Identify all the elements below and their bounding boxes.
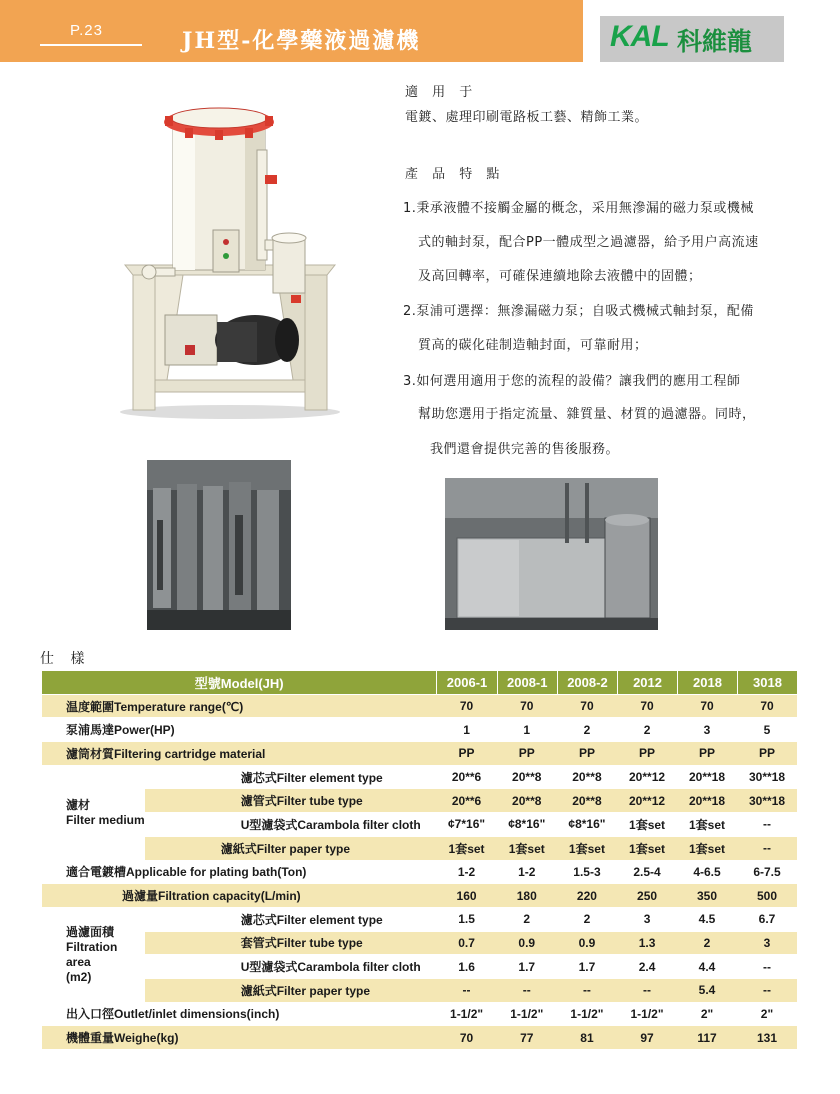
model-cell: 2006-1 bbox=[436, 671, 496, 694]
filter-machine-image bbox=[105, 90, 355, 420]
group-label-line: 過濾面積 bbox=[66, 924, 115, 939]
feature-line: 我們還會提供完善的售後服務。 bbox=[430, 442, 620, 457]
cell: 2" bbox=[700, 1006, 714, 1021]
cell: 117 bbox=[697, 1030, 717, 1045]
group-label-line: (m2) bbox=[66, 969, 92, 984]
table-row bbox=[42, 884, 797, 907]
cell: PP bbox=[639, 746, 656, 761]
cell: 220 bbox=[576, 888, 597, 903]
cell: 1套set bbox=[448, 841, 485, 856]
cell: 1-2 bbox=[518, 864, 536, 879]
row-label: U型濾袋式Carambola filter cloth bbox=[240, 817, 421, 832]
cell: -- bbox=[462, 983, 471, 998]
cell: 1-1/2" bbox=[630, 1006, 664, 1021]
cell: ¢8*16" bbox=[568, 817, 606, 832]
table-row bbox=[42, 813, 797, 836]
cell: PP bbox=[758, 746, 775, 761]
cell: 20**18 bbox=[688, 770, 726, 785]
model-cell: 2012 bbox=[617, 671, 677, 694]
row-label: 濾芯式Filter element type bbox=[240, 770, 383, 785]
cell: 70 bbox=[700, 699, 714, 714]
group-label-line: 濾材 bbox=[66, 797, 91, 812]
applicable-heading: 適 用 于 bbox=[405, 85, 478, 100]
row-label: 濾芯式Filter element type bbox=[240, 912, 383, 927]
row-label: 套管式Filter tube type bbox=[240, 936, 363, 951]
cell: 1套set bbox=[508, 841, 545, 856]
table-row bbox=[42, 766, 797, 789]
table-row bbox=[42, 932, 797, 955]
cell: 1套set bbox=[568, 841, 605, 856]
cell: 20**18 bbox=[688, 793, 726, 808]
cell: PP bbox=[458, 746, 475, 761]
cell: 20**12 bbox=[629, 770, 666, 785]
factory-photo-left bbox=[147, 460, 291, 630]
row-label: 濾管式Filter tube type bbox=[240, 794, 363, 809]
feature-line: 質高的碳化硅制造軸封面，可靠耐用； bbox=[418, 338, 648, 353]
filter-medium-group-label bbox=[42, 766, 145, 860]
row-label: 適合電鍍槽Applicable for plating bath(Ton) bbox=[66, 865, 307, 880]
cell: 250 bbox=[637, 888, 658, 903]
page-title: JH型-化學藥液過濾機 bbox=[182, 28, 421, 54]
cell: 2.4 bbox=[638, 959, 656, 974]
row-label: 濾紙式Filter paper type bbox=[240, 983, 371, 998]
cell: 4-6.5 bbox=[693, 864, 721, 879]
cell: 2" bbox=[760, 1006, 774, 1021]
model-label: 型號Model(JH) bbox=[42, 671, 436, 694]
cell: 180 bbox=[516, 888, 537, 903]
cell: -- bbox=[643, 983, 652, 998]
cell: 160 bbox=[456, 888, 477, 903]
cell: -- bbox=[762, 817, 771, 832]
factory-photo-right bbox=[445, 478, 658, 630]
cell: 70 bbox=[640, 699, 654, 714]
table-row bbox=[42, 837, 797, 860]
feature-line: 2.泵浦可選擇：無滲漏磁力泵；自吸式機械式軸封泵，配備 bbox=[403, 304, 754, 319]
cell: 20**6 bbox=[451, 793, 482, 808]
cell: 4.5 bbox=[698, 912, 716, 927]
table-row bbox=[42, 742, 797, 765]
feature-line: 1.秉承液體不接觸金屬的概念，采用無滲漏的磁力泵或機械 bbox=[403, 201, 754, 216]
cell: 70 bbox=[760, 699, 774, 714]
table-header-row bbox=[42, 671, 797, 694]
cell: 1.7 bbox=[518, 959, 536, 974]
cell: 2 bbox=[643, 722, 651, 737]
cell: 2 bbox=[583, 912, 591, 927]
cell: 20**8 bbox=[512, 793, 542, 808]
group-label-line: Filtration bbox=[66, 939, 118, 954]
cell: PP bbox=[578, 746, 595, 761]
feature-line: 3.如何選用適用于您的流程的設備？讓我們的應用工程師 bbox=[403, 374, 741, 389]
feature-line: 式的軸封泵，配合PP一體成型之過濾器，給予用户高流速 bbox=[418, 235, 759, 250]
group-label-line: Filter medium bbox=[66, 812, 145, 827]
cell: 1-1/2" bbox=[450, 1006, 484, 1021]
cell: 0.9 bbox=[578, 935, 596, 950]
cell: 350 bbox=[696, 888, 718, 903]
cell: 20**6 bbox=[451, 770, 482, 785]
row-label: 温度範圍Temperature range(℃) bbox=[66, 699, 244, 714]
cell: 20**8 bbox=[572, 770, 602, 785]
cell: 2 bbox=[703, 935, 711, 950]
cell: -- bbox=[762, 959, 771, 974]
cell: 1.3 bbox=[638, 935, 656, 950]
page-number-underline bbox=[40, 44, 142, 46]
model-cell: 2008-1 bbox=[497, 671, 557, 694]
cell: 1-2 bbox=[457, 864, 476, 879]
table-row bbox=[42, 718, 797, 741]
cell: 20**12 bbox=[629, 793, 666, 808]
feature-line: 幫助您選用于指定流量、雜質量、材質的過濾器。同時， bbox=[418, 407, 756, 422]
cell: 1-1/2" bbox=[510, 1006, 544, 1021]
table-row bbox=[42, 979, 797, 1002]
cell: 1 bbox=[523, 722, 531, 737]
cell: 70 bbox=[580, 699, 594, 714]
cell: 1-1/2" bbox=[570, 1006, 604, 1021]
table-row bbox=[42, 955, 797, 978]
cell: 70 bbox=[520, 699, 534, 714]
cell: 97 bbox=[640, 1030, 654, 1045]
feature-line: 及高回轉率，可確保連續地除去液體中的固體； bbox=[418, 269, 702, 284]
features-heading: 產 品 特 點 bbox=[405, 167, 505, 182]
cell: 1.7 bbox=[578, 959, 596, 974]
cell: 3 bbox=[703, 722, 711, 737]
cell: 5 bbox=[763, 722, 771, 737]
cell: 70 bbox=[459, 699, 474, 714]
row-label: 出入口徑Outlet/inlet dimensions(inch) bbox=[66, 1007, 280, 1022]
cell: 6-7.5 bbox=[753, 864, 781, 879]
cell: 1.5-3 bbox=[573, 864, 601, 879]
cell: 20**8 bbox=[572, 793, 602, 808]
cell: 70 bbox=[459, 1030, 474, 1045]
cell: 1 bbox=[463, 722, 470, 737]
table-row bbox=[42, 695, 797, 718]
table-row bbox=[42, 1003, 797, 1026]
cell: 3 bbox=[643, 912, 651, 927]
cell: 1.6 bbox=[458, 959, 475, 974]
table-row bbox=[42, 861, 797, 884]
cell: 2 bbox=[583, 722, 591, 737]
applicable-text: 電鍍、處理印刷電路板工藝、精飾工業。 bbox=[405, 110, 649, 125]
cell: 0.7 bbox=[458, 935, 475, 950]
model-cell: 2018 bbox=[677, 671, 737, 694]
table-row bbox=[42, 789, 797, 812]
row-label: 機體重量Weighe(kg) bbox=[66, 1031, 179, 1046]
row-label: 泵浦馬達Power(HP) bbox=[66, 723, 175, 738]
cell: 0.9 bbox=[518, 935, 536, 950]
row-label: 濾筒材質Filtering cartridge material bbox=[66, 746, 266, 761]
cell: -- bbox=[522, 983, 531, 998]
cell: -- bbox=[762, 841, 771, 856]
cell: 5.4 bbox=[698, 983, 716, 998]
cell: -- bbox=[582, 983, 591, 998]
spec-heading: 仕 樣 bbox=[40, 651, 91, 667]
cell: ¢7*16" bbox=[448, 817, 486, 832]
cell: 4.4 bbox=[698, 959, 716, 974]
cell: 1.5 bbox=[458, 912, 475, 927]
cell: PP bbox=[518, 746, 535, 761]
cell: 6.7 bbox=[758, 912, 776, 927]
filtration-area-group-label bbox=[42, 908, 145, 1002]
cell: 30**18 bbox=[748, 770, 786, 785]
cell: 131 bbox=[756, 1030, 777, 1045]
cell: 30**18 bbox=[748, 793, 786, 808]
row-label: U型濾袋式Carambola filter cloth bbox=[240, 960, 421, 975]
table-row bbox=[42, 1026, 797, 1049]
cell: 1套set bbox=[629, 841, 666, 856]
cell: 1套set bbox=[688, 841, 726, 856]
row-label: 濾紙式Filter paper type bbox=[220, 841, 351, 856]
logo-latin: KAL bbox=[610, 20, 669, 53]
cell: 3 bbox=[763, 935, 771, 950]
cell: 1套set bbox=[688, 817, 726, 832]
cell: 500 bbox=[756, 888, 777, 903]
cell: PP bbox=[698, 746, 715, 761]
cell: 2 bbox=[523, 912, 531, 927]
logo-chinese: 科維龍 bbox=[677, 27, 753, 56]
cell: 20**8 bbox=[512, 770, 542, 785]
cell: 2.5-4 bbox=[633, 864, 661, 879]
cell: ¢8*16" bbox=[508, 817, 546, 832]
cell: -- bbox=[762, 983, 771, 998]
model-cell: 3018 bbox=[737, 671, 797, 694]
model-cell: 2008-2 bbox=[557, 671, 617, 694]
page-number: P.23 bbox=[70, 22, 103, 39]
table-row bbox=[42, 908, 797, 931]
group-label-line: area bbox=[66, 954, 91, 969]
row-label: 過濾量Filtration capacity(L/min) bbox=[122, 889, 301, 904]
cell: 81 bbox=[580, 1030, 594, 1045]
spec-table bbox=[42, 670, 797, 1050]
cell: 77 bbox=[520, 1030, 534, 1045]
cell: 1套set bbox=[629, 817, 666, 832]
